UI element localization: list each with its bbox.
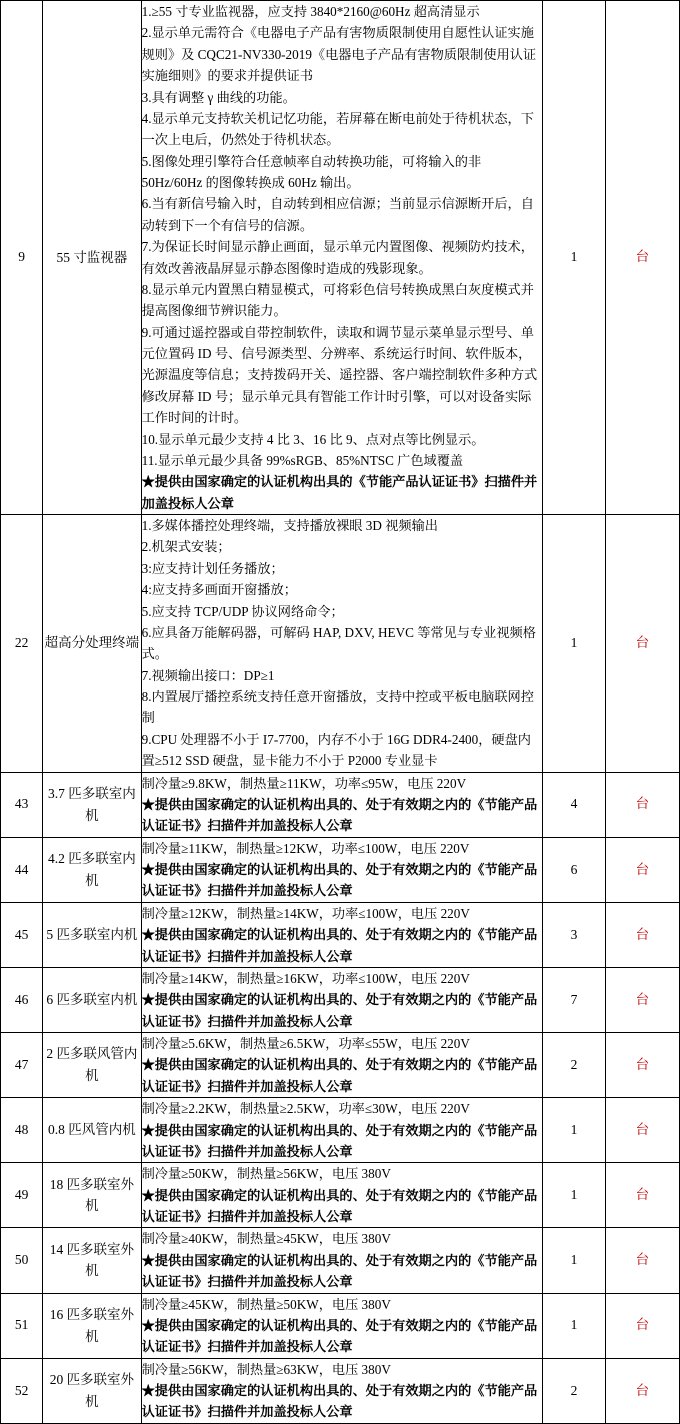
item-name-cell: 超高分处理终端 — [43, 515, 141, 773]
quantity-cell: 1 — [543, 1293, 605, 1358]
spec-cell — [141, 967, 543, 1032]
item-name-cell: 20 匹多联室外机 — [43, 1358, 141, 1423]
item-name-cell: 14 匹多联室外机 — [43, 1228, 141, 1293]
spec-line: ★提供由国家确定的认证机构出具的、处于有效期之内的《节能产品认证证书》扫描件并加盖投标人公章 — [141, 1317, 538, 1355]
row-index-cell: 50 — [1, 1228, 43, 1293]
quantity-cell: 2 — [543, 1033, 605, 1098]
spec-line: 3:应支持计划任务播放； — [141, 560, 284, 576]
table-row — [1, 1163, 680, 1228]
spec-line: 制冷量≥40KW，制热量≥45KW，电压 380V — [141, 1231, 391, 1247]
unit-cell: 台 — [605, 967, 679, 1032]
spec-cell — [141, 1228, 543, 1293]
table-row — [1, 1033, 680, 1098]
unit-cell: 台 — [605, 515, 679, 773]
item-name-cell: 16 匹多联室外机 — [43, 1293, 141, 1358]
spec-line: 制冷量≥14KW，制热量≥16KW，功率≤100W，电压 220V — [141, 970, 470, 986]
row-index-cell: 45 — [1, 902, 43, 967]
quantity-cell: 1 — [543, 1098, 605, 1163]
item-name-cell: 55 寸监视器 — [43, 1, 141, 515]
spec-cell — [141, 837, 543, 902]
item-name-cell: 4.2 匹多联室内机 — [43, 837, 141, 902]
spec-line: 6.应具备万能解码器，可解码 HAP, DXV, HEVC 等常见与专业视频格式。 — [141, 624, 536, 662]
table-row — [1, 1, 680, 515]
spec-line: ★提供由国家确定的认证机构出具的、处于有效期之内的《节能产品认证证书》扫描件并加盖投标人公章 — [141, 1383, 538, 1420]
table-row — [1, 1228, 680, 1293]
spec-line: 3.具有调整 γ 曲线的功能。 — [141, 89, 296, 105]
spec-line: 2.机架式安装； — [141, 539, 231, 555]
row-index-cell: 48 — [1, 1098, 43, 1163]
spec-cell — [141, 1098, 543, 1163]
quantity-cell: 3 — [543, 902, 605, 967]
spec-line: ★提供由国家确定的认证机构出具的、处于有效期之内的《节能产品认证证书》扫描件并加盖投标人公章 — [141, 1057, 538, 1094]
unit-cell: 台 — [605, 1163, 679, 1228]
row-index-cell: 51 — [1, 1293, 43, 1358]
table-row — [1, 515, 680, 773]
spec-line: 1.多媒体播控处理终端，支持播放裸眼 3D 视频输出 — [141, 518, 438, 533]
unit-cell: 台 — [605, 902, 679, 967]
quantity-cell: 1 — [543, 1163, 605, 1228]
row-index-cell: 52 — [1, 1358, 43, 1423]
spec-line: 2.显示单元需符合《电器电子产品有害物质限制使用自愿性认证实施规则》及 CQC21-NV330-2019《电器电子产品有害物质限制使用认证实施细则》的要求并提供证书 — [141, 25, 537, 84]
table-row — [1, 837, 680, 902]
table-row — [1, 1358, 680, 1423]
table-row — [1, 1098, 680, 1163]
spec-cell — [141, 1, 543, 515]
item-name-cell: 6 匹多联室内机 — [43, 967, 141, 1032]
unit-cell: 台 — [605, 1358, 679, 1423]
spec-line: 5.应支持 TCP/UDP 协议网络命令； — [141, 603, 344, 619]
quantity-cell: 1 — [543, 515, 605, 773]
item-name-cell: 18 匹多联室外机 — [43, 1163, 141, 1228]
spec-cell — [141, 1163, 543, 1228]
quantity-cell: 6 — [543, 837, 605, 902]
spec-line: ★提供由国家确定的认证机构出具的、处于有效期之内的《节能产品认证证书》扫描件并加盖投标人公章 — [141, 1122, 538, 1159]
spec-line: 4:应支持多画面开窗播放； — [141, 582, 297, 598]
table-row — [1, 772, 680, 837]
spec-line: 11.显示单元最少具备 99%sRGB、85%NTSC 广色域覆盖 — [141, 452, 464, 468]
table-row — [1, 967, 680, 1032]
spec-line: 9.可通过遥控器或自带控制软件，读取和调节显示菜单显示型号、单元位置码 ID 号、信号源类型、分辨率、系统运行时间、软件版本，光源温度等信息；支持拨码开关、遥控器、客户端控制软件多种方式修改屏幕 ID 号；显示单元具有智能工作计时引擎，可以对设备实际工作时间的计时。 — [141, 324, 538, 426]
table-row — [1, 902, 680, 967]
unit-cell: 台 — [605, 837, 679, 902]
spec-line: 制冷量≥5.6KW，制热量≥6.5KW，功率≤55W，电压 220V — [141, 1036, 470, 1051]
table-body — [1, 1, 680, 1424]
unit-cell: 台 — [605, 1, 679, 515]
spec-line: 制冷量≥11KW，制热量≥12KW，功率≤100W，电压 220V — [141, 840, 470, 856]
unit-cell: 台 — [605, 772, 679, 837]
item-name-cell: 3.7 匹多联室内机 — [43, 772, 141, 837]
spec-line: 8.内置展厅播控系统支持任意开窗播放，支持中控或平板电脑联网控制 — [141, 689, 534, 726]
spec-line: 制冷量≥2.2KW，制热量≥2.5KW，功率≤30W，电压 220V — [141, 1101, 470, 1117]
spec-line: 7.为保证长时间显示静止画面，显示单元内置图像、视频防灼技术，有效改善液晶屏显示静态图像时造成的残影现象。 — [141, 239, 534, 276]
spec-line: ★提供由国家确定的认证机构出具的、处于有效期之内的《节能产品认证证书》扫描件并加盖投标人公章 — [141, 1252, 538, 1290]
quantity-cell: 2 — [543, 1358, 605, 1423]
item-name-cell: 5 匹多联室内机 — [43, 902, 141, 967]
row-index-cell: 22 — [1, 515, 43, 773]
quantity-cell: 7 — [543, 967, 605, 1032]
spec-line: 7.视频输出接口：DP≥1 — [141, 667, 275, 683]
table-row — [1, 1293, 680, 1358]
quantity-cell: 4 — [543, 772, 605, 837]
spec-cell — [141, 1358, 543, 1423]
spec-cell — [141, 1293, 543, 1358]
quantity-cell: 1 — [543, 1, 605, 515]
row-index-cell: 9 — [1, 1, 43, 515]
spec-line: ★提供由国家确定的认证机构出具的、处于有效期之内的《节能产品认证证书》扫描件并加盖投标人公章 — [141, 992, 538, 1029]
spec-line: ★提供由国家确定的认证机构出具的、处于有效期之内的《节能产品认证证书》扫描件并加盖投标人公章 — [141, 862, 538, 899]
spec-line: 4.显示单元支持软关机记忆功能，若屏幕在断电前处于待机状态，下一次上电后，仍然处于待机状态。 — [141, 110, 534, 148]
spec-line: ★提供由国家确定的认证机构出具的、处于有效期之内的《节能产品认证证书》扫描件并加盖投标人公章 — [141, 796, 538, 834]
row-index-cell: 47 — [1, 1033, 43, 1098]
spec-line: 5.图像处理引擎符合任意帧率自动转换功能，可将输入的非 50Hz/60Hz 的图像转换成 60Hz 输出。 — [141, 153, 482, 190]
row-index-cell: 44 — [1, 837, 43, 902]
spec-cell — [141, 1033, 543, 1098]
quantity-cell: 1 — [543, 1228, 605, 1293]
unit-cell: 台 — [605, 1098, 679, 1163]
item-name-cell: 2 匹多联风管内机 — [43, 1033, 141, 1098]
row-index-cell: 43 — [1, 772, 43, 837]
spec-line: ★提供由国家确定的认证机构出具的、处于有效期之内的《节能产品认证证书》扫描件并加盖投标人公章 — [141, 927, 538, 964]
row-index-cell: 49 — [1, 1163, 43, 1228]
spec-line: 9.CPU 处理器不小于 I7-7700，内存不小于 16G DDR4-2400，硬盘内置≥512 SSD 硬盘，显卡能力不小于 P2000 专业显卡 — [141, 731, 531, 769]
spec-line: 制冷量≥56KW，制热量≥63KW，电压 380V — [141, 1361, 391, 1377]
spec-line: 8.显示单元内置黑白精显模式，可将彩色信号转换成黑白灰度模式并提高图像细节辨识能力。 — [141, 281, 534, 319]
spec-line: 6.当有新信号输入时，自动转到相应信源；当前显示信源断开后，自动转到下一个有信号的信源。 — [141, 196, 534, 233]
spec-cell — [141, 772, 543, 837]
spec-line: ★提供由国家确定的认证机构出具的、处于有效期之内的《节能产品认证证书》扫描件并加盖投标人公章 — [141, 1187, 538, 1224]
spec-line: ★提供由国家确定的认证机构出具的《节能产品认证证书》扫描件并加盖投标人公章 — [141, 474, 538, 511]
item-name-cell: 0.8 匹风管内机 — [43, 1098, 141, 1163]
unit-cell: 台 — [605, 1293, 679, 1358]
spec-cell — [141, 902, 543, 967]
spec-line: 制冷量≥45KW，制热量≥50KW，电压 380V — [141, 1296, 391, 1312]
spec-cell — [141, 515, 543, 773]
unit-cell: 台 — [605, 1033, 679, 1098]
spec-line: 制冷量≥9.8KW，制热量≥11KW，功率≤95W，电压 220V — [141, 775, 467, 791]
spec-line: 制冷量≥50KW，制热量≥56KW，电压 380V — [141, 1166, 391, 1182]
spec-line: 10.显示单元最少支持 4 比 3、16 比 9、点对点等比例显示。 — [141, 431, 485, 447]
spec-line: 1.≥55 寸专业监视器，应支持 3840*2160@60Hz 超高清显示 — [141, 4, 480, 19]
spec-line: 制冷量≥12KW，制热量≥14KW，功率≤100W，电压 220V — [141, 905, 470, 921]
unit-cell: 台 — [605, 1228, 679, 1293]
row-index-cell: 46 — [1, 967, 43, 1032]
